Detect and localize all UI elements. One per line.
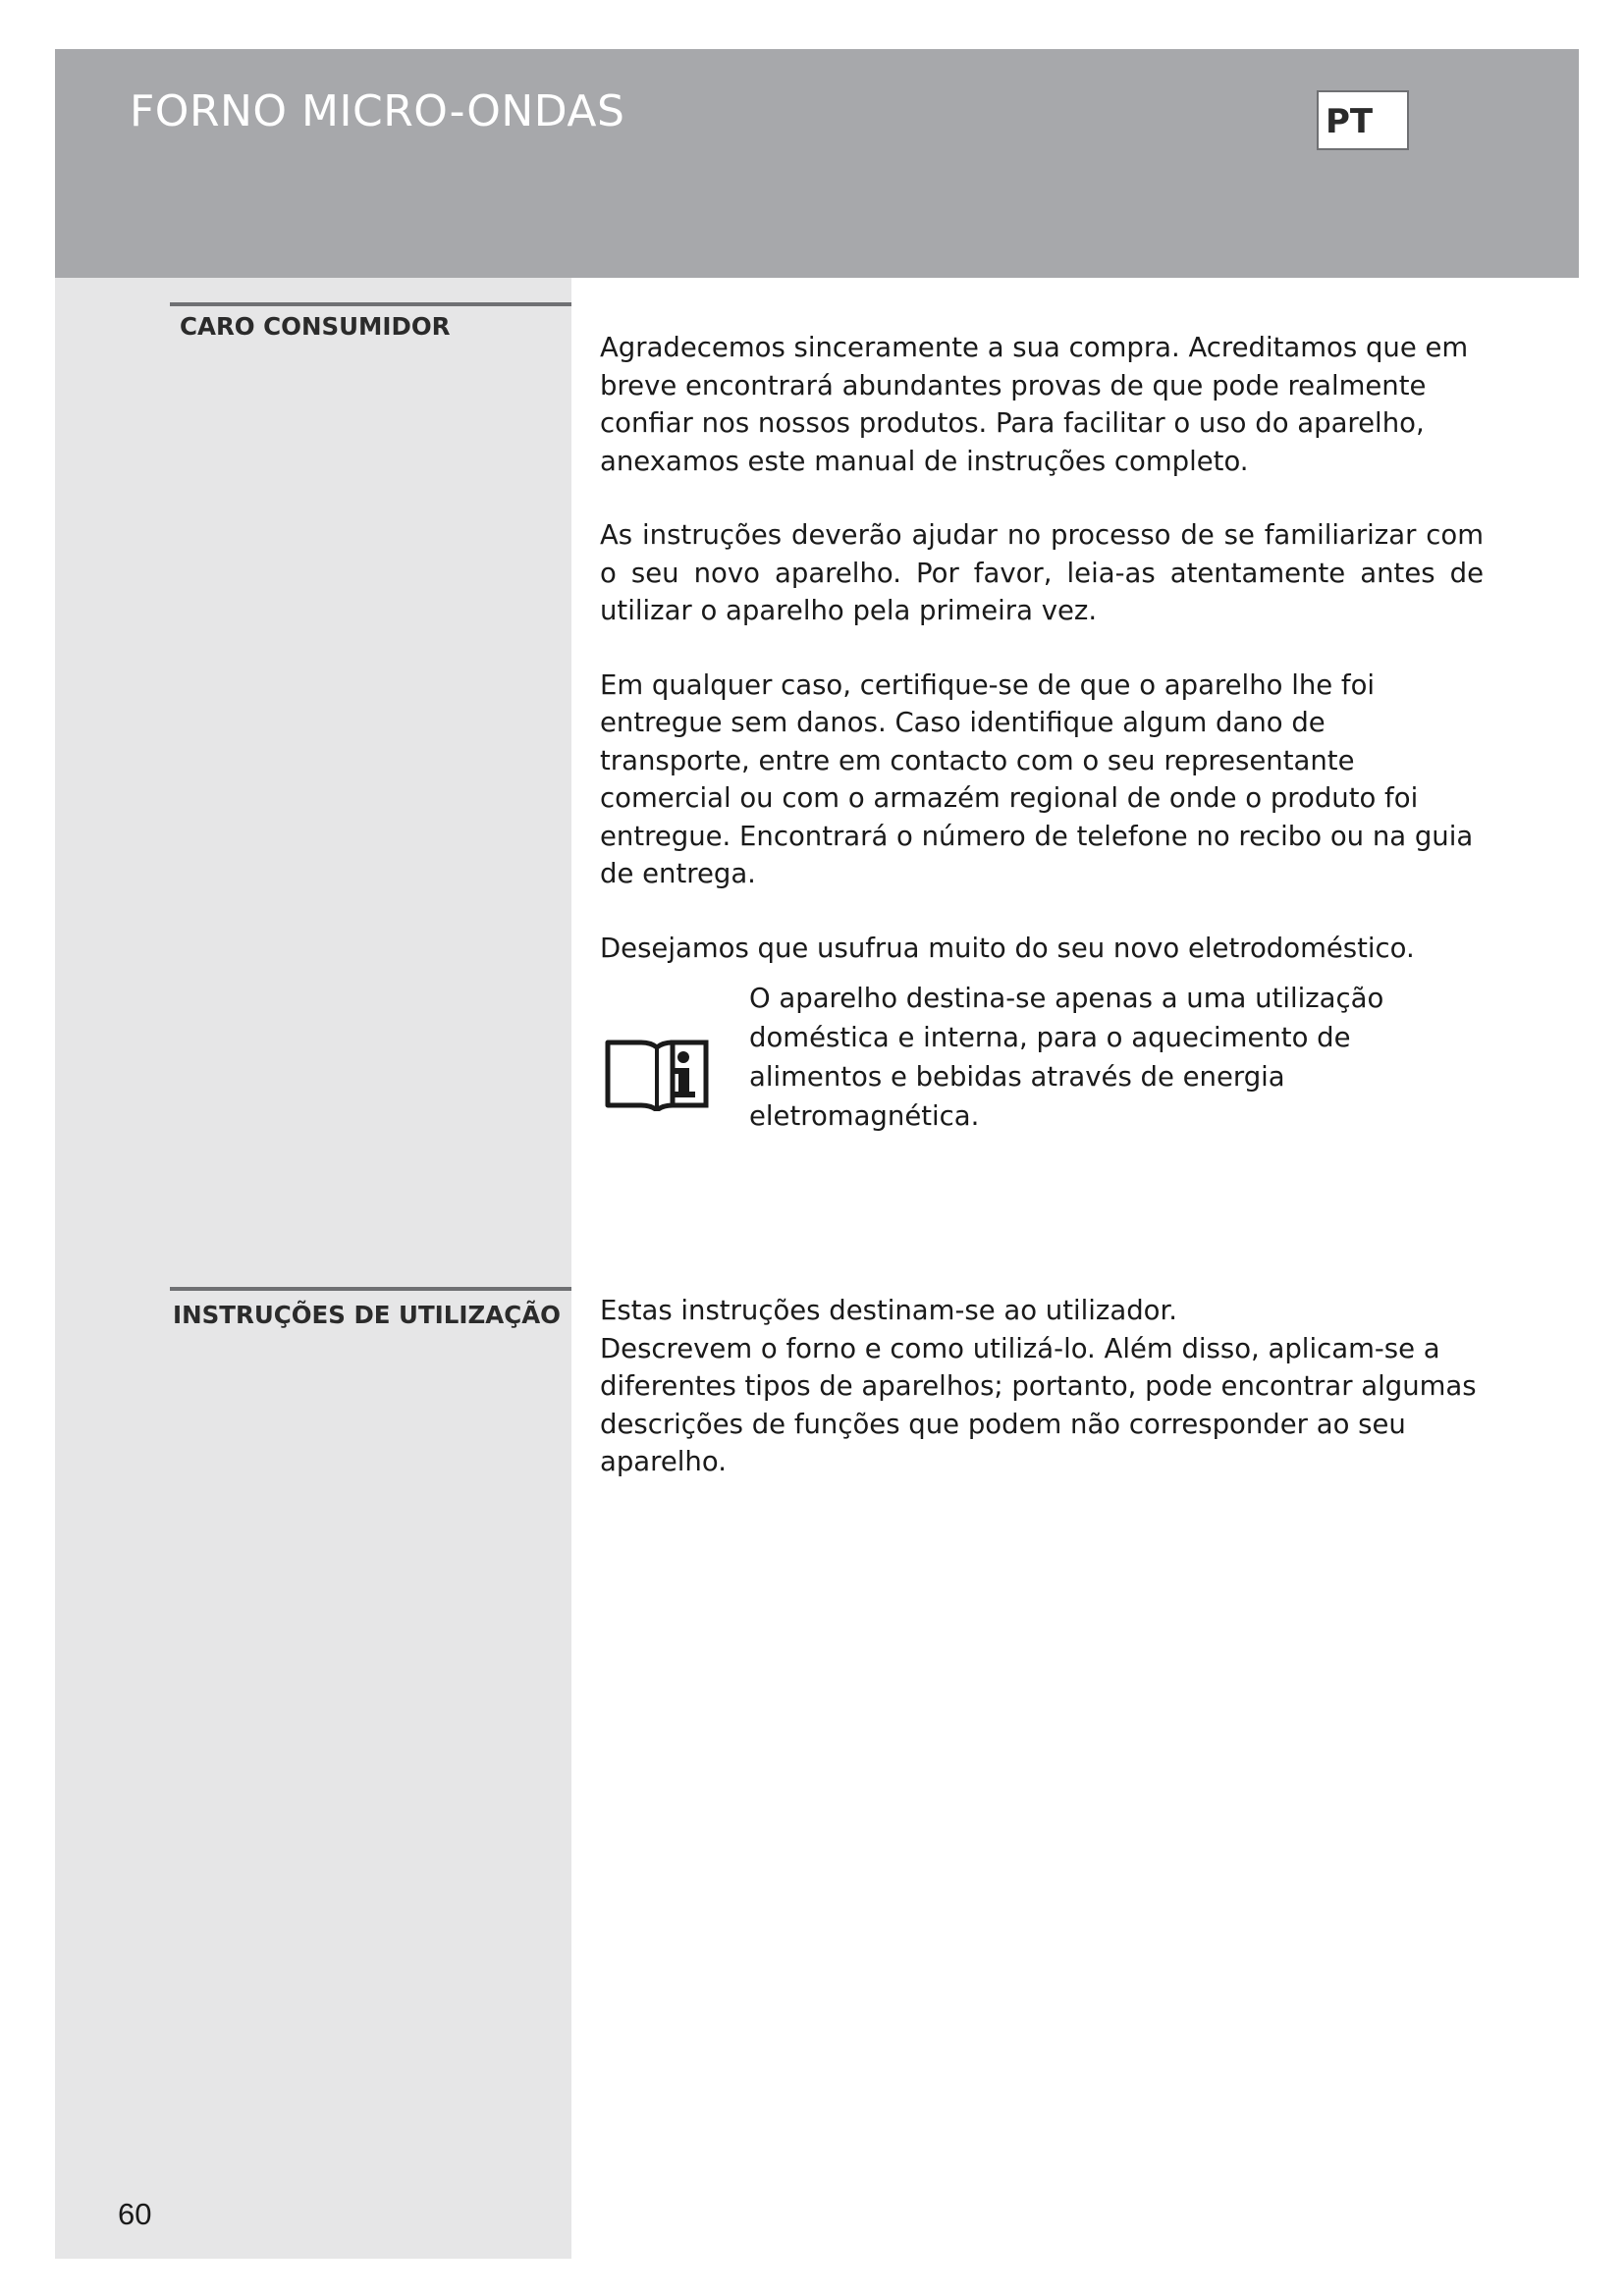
paragraph-familiarize: As instruções deverão ajudar no processo de se familiarizar com o seu novo aparelho. Por favor, leia-as atentamente antes de utilizar o aparelho pela primeira vez. (600, 519, 1484, 626)
section-rule-usage (170, 1287, 571, 1291)
dear-customer-body (600, 329, 1484, 1003)
usage-body (600, 1292, 1484, 1481)
page-number: 60 (118, 2197, 152, 2231)
paragraph-thanks: Agradecemos sinceramente a sua compra. Acreditamos que em breve encontrará abundantes provas de que pode realmente confiar nos nossos produtos. Para facilitar o uso do aparelho, anexamos este manual de instruções completo. (600, 332, 1469, 477)
language-badge: PT (1317, 90, 1409, 150)
paragraph-intended-user: Estas instruções destinam-se ao utilizador. (600, 1295, 1178, 1326)
manual-info-icon (604, 1033, 710, 1111)
section-heading-dear-customer: CARO CONSUMIDOR (180, 312, 451, 341)
section-rule-dear-customer (170, 302, 571, 306)
info-note: O aparelho destina-se apenas a uma utilização doméstica e interna, para o aquecimento de alimentos e bebidas através de energia eletromagnética. (749, 983, 1384, 1132)
sidebar-column (55, 278, 571, 2259)
paragraph-damage-check: Em qualquer caso, certifique-se de que o aparelho lhe foi entregue sem danos. Caso identifique algum dano de transporte, entre em contacto com o seu representante comercial ou com o armazém regional de onde o produto foi entregue. Encontrará o número de telefone no recibo ou na guia de entrega. (600, 668, 1474, 889)
section-heading-usage: INSTRUÇÕES DE UTILIZAÇÃO (173, 1301, 562, 1329)
header-band (55, 49, 1579, 278)
document-title: FORNO MICRO-ONDAS (130, 86, 625, 136)
paragraph-enjoy: Desejamos que usufrua muito do seu novo eletrodoméstico. (600, 932, 1415, 964)
paragraph-description: Descrevem o forno e como utilizá-lo. Além disso, aplicam-se a diferentes tipos de aparelhos; portanto, pode encontrar algumas descrições de funções que podem não corresponder ao seu aparelho. (600, 1332, 1477, 1477)
